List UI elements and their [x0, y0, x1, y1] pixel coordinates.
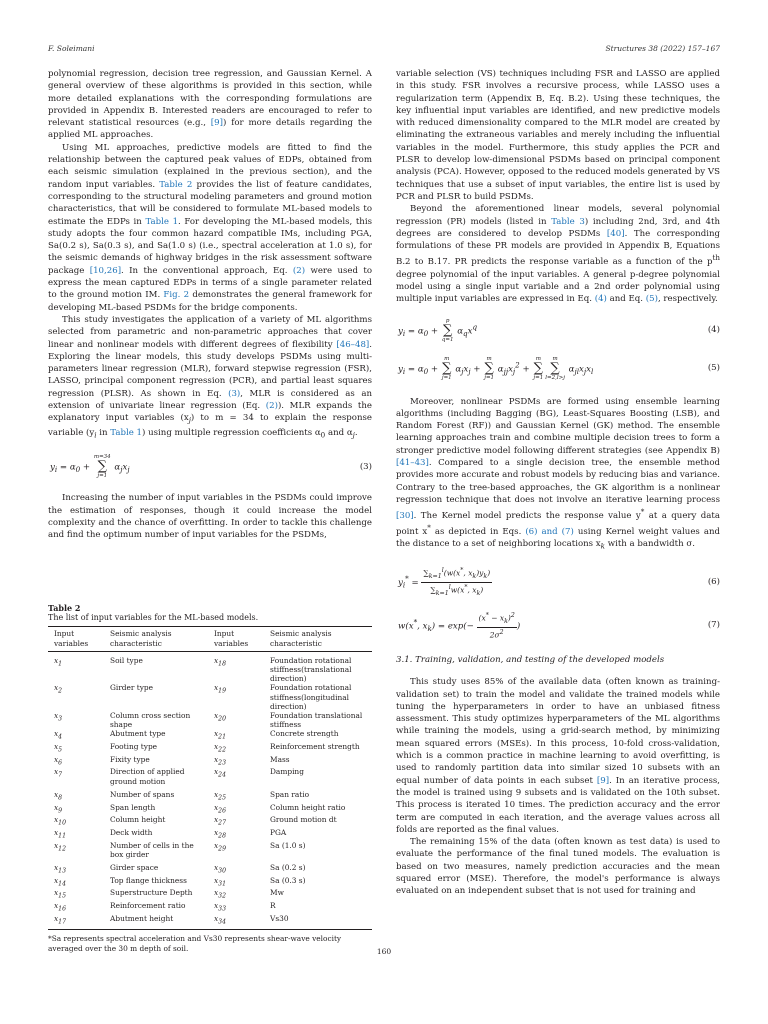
variable-cell: $x_{33}$: [214, 900, 227, 913]
variable-cell: $x_{19}$: [214, 683, 227, 695]
table-row: [48, 841, 372, 859]
characteristic-cell: Number of spans: [110, 789, 175, 799]
table-row: [48, 711, 372, 729]
citation-link[interactable]: [9]: [596, 775, 610, 786]
variable-cell: $x_{32}$: [214, 888, 227, 900]
table-link[interactable]: Table 3: [551, 216, 585, 227]
table-row: [48, 742, 372, 755]
variable-cell: $x_{29}$: [214, 840, 227, 853]
characteristic-cell: Sa (0.3 s): [270, 875, 306, 885]
characteristic-cell: Soil type: [110, 655, 143, 665]
variable-cell: $x_{31}$: [214, 875, 227, 888]
figure-link[interactable]: Fig. 2: [163, 290, 190, 301]
equation-link[interactable]: (4): [594, 294, 607, 305]
equation-4: $y_i = \alpha_0$ + p ∑ q=1 $\alpha_qx^q$ (4): [398, 317, 720, 343]
variable-cell: $x_{15}$: [54, 888, 67, 900]
right-column: [396, 68, 720, 898]
paragraph: polynomial regression, decision tree regression, and Gaussian Kernel. A general overview of these algorithms is provided in this section, while more detailed explanations with the corresponding formulations are provided in Appendix B. Interested readers are encouraged to refer to relevant statistical resources (e.g., [9]) for more details regarding the applied ML approaches.: [48, 69, 372, 141]
citation-link[interactable]: [41–43]: [396, 457, 429, 468]
section-heading: 3.1. Training, validation, and testing of the developed models: [396, 655, 665, 665]
variable-cell: $x_7$: [54, 767, 63, 779]
characteristic-cell: Superstructure Depth: [110, 888, 193, 898]
characteristic-cell: Number of cells in the box girder: [110, 840, 194, 859]
equation-7: w(x*, $x_k) = \exp(-$ $\frac{(x^* - x_k)^2}{2\sigma^2}$ ) (7): [398, 611, 720, 639]
equation-link[interactable]: (3): [228, 388, 241, 399]
characteristic-cell: Column height ratio: [270, 802, 346, 812]
table-row: [48, 683, 372, 711]
variable-cell: $x_{16}$: [54, 900, 67, 913]
variable-cell: $x_{24}$: [214, 767, 227, 779]
table-row: [48, 828, 372, 841]
table-row: [48, 876, 372, 889]
characteristic-cell: Column height: [110, 815, 166, 825]
page-number: 160: [376, 947, 392, 956]
characteristic-cell: Girder space: [110, 862, 159, 872]
citation-link[interactable]: [30]: [396, 511, 414, 522]
paragraph: This study uses 85% of the available data (often known as training-validation set) to train the model and validate the trained models while tuning the hyperparameters in order to have an unbiased fitness assessment. This study optimizes hyperparameters of the ML algorithms while training the models, using a grid-search method, by minimizing mean squared errors (MSEs). In this process, 10-fold cross-validation, which is a common practice in machine learning to avoid overfitting, is used to randomly partition data into similar sized 10 subsets with an equal number of data points in each subset [9]. In an iterative process, the model is trained using 9 subsets and is validated on the 10th subset. This process is iterated 10 times. The prediction accuracy and the error term are computed in each iteration, and the average values across all folds are reported as the final values.: [396, 677, 720, 835]
column-header: Input variables: [208, 627, 264, 651]
paragraph: The remaining 15% of the data (often known as test data) is used to evaluate the performance of the final tuned models. The evaluation is based on two measures, namely prediction accuracies and the mean squared error (MSE). Therefore, the model's performance is always evaluated on an independent subset that is not used for training and: [396, 837, 720, 897]
paragraph: Using ML approaches, predictive models are fitted to find the relationship between the captured peak values of EDPs, obtained from each seismic simulation (explained in the previous section), and the random input variables. Table 2 provides the list of feature candidates, corresponding to the structural modeling parameters and ground motion characteristics, that will be considered to formulate ML-based models to estimate the EDPs in Table 1. For developing the ML-based models, this study adopts the four common hazard compatible IMs, including PGA, Sa(0.2 s), Sa(0.3 s), and Sa(1.0 s) (i.e., spectral acceleration at 1.0 s), for the seismic demands of highway bridges in the risk assessment software package [10,26]. In the conventional approach, Eq. (2) were used to express the mean captured EDPs in terms of a single parameter related to the ground motion IM. Fig. 2 demonstrates the general framework for developing ML-based PSDMs for the bridge components.: [48, 142, 372, 313]
characteristic-cell: Sa (0.2 s): [270, 862, 306, 872]
variable-cell: $x_{17}$: [48, 914, 104, 930]
characteristic-cell: Span length: [110, 802, 156, 812]
variable-cell: $x_{22}$: [214, 742, 227, 754]
characteristic-cell: Concrete strength: [270, 729, 339, 739]
variable-cell: $x_{13}$: [54, 862, 67, 875]
equation-link[interactable]: (6) and (7): [525, 527, 574, 538]
variable-cell: $x_{26}$: [214, 802, 227, 814]
input-variables-table: [48, 626, 372, 930]
table-title: Table 2: [48, 603, 81, 613]
variable-cell: $x_2$: [54, 683, 63, 695]
characteristic-cell: Top flange thickness: [110, 875, 187, 885]
variable-cell: $x_{30}$: [214, 862, 227, 875]
variable-cell: $x_{11}$: [54, 827, 67, 840]
variable-cell: $x_6$: [54, 754, 63, 767]
table-row: [48, 767, 372, 785]
paragraph: Beyond the aforementioned linear models, several polynomial regression (PR) models (listed in Table 3) including 2nd, 3rd, and 4th degrees are considered to develop PSDMs [40]. The corresponding formulations of these PR models are provided in Appendix B, Equations B.2 to B.17. PR predicts the response variable as a function of the $p^{th}$ degree polynomial of the input variables. A general p-degree polynomial model using a single input variable and a 2nd order polynomial using multiple input variables are expressed in Eq. (4) and Eq. (5), respectively.: [396, 204, 721, 305]
characteristic-cell: Ground motion dt: [270, 815, 337, 825]
characteristic-cell: Reinforcement strength: [270, 742, 360, 752]
variable-cell: $x_{27}$: [214, 815, 227, 827]
variable-cell: $x_1$: [54, 655, 63, 668]
characteristic-cell: Mw: [270, 888, 284, 898]
characteristic-cell: Foundation rotational stiffness(translational direction): [270, 655, 352, 684]
equation-link[interactable]: (5): [645, 294, 658, 305]
table-row: [48, 755, 372, 768]
table-link[interactable]: Table 1: [145, 216, 179, 227]
running-header-author: F. Soleimani: [48, 44, 95, 53]
table-2: [48, 604, 372, 954]
paragraph: Increasing the number of input variables in the PSDMs could improve the estimation of responses, though it could increase the model complexity and the chance of overfitting. In order to tackle this challenge and find the optimum number of input variables for the PSDMs,: [48, 493, 372, 541]
paragraph: This study investigates the application of a variety of ML algorithms selected from parametric and non-parametric approaches that cover linear and nonlinear models with different degrees of flexibility [46–48]. Exploring the linear models, this study develops PSDMs using multi-parameters linear regression (MLR), forward stepwise regression (FSR), LASSO, principal component regression (PCR), and partial least squares regression (PLSR). As shown in Eq. (3), MLR is considered as an extension of univariate linear regression (Eq. (2)). MLR expands the explanatory input variables $(x_j)$ to m = 34 to explain the response variable ($y_i$ in Table 1) using multiple regression coefficients $\alpha_0$ and $\alpha_j$.: [48, 314, 372, 441]
running-header-journal: Structures 38 (2022) 157–167: [605, 44, 720, 53]
characteristic-cell: Column cross section shape: [110, 711, 191, 730]
table-caption: The list of input variables for the ML-based models.: [48, 613, 259, 623]
paragraph: variable selection (VS) techniques including FSR and LASSO are applied in this study. FSR involves a recursive process, while LASSO uses a regularization term (Appendix B, Eq. B.2). Using these techniques, the key influential input variables are identified, and new predictive models with reduced dimensionality compared to the MLR model are created by eliminating the extraneous variables and merely including the influential variables in the model. Furthermore, this study applies the PCR and PLSR to develop low-dimensional PSDMs based on principal component analysis (PCA). However, opposed to the reduced models generated by VS techniques that use a subset of input variables, the entire list is used by PCR and PLSR to build PSDMs.: [396, 69, 720, 202]
characteristic-cell: Vs30: [264, 914, 372, 930]
citation-link[interactable]: [10,26]: [89, 265, 122, 276]
equation-link[interactable]: (2): [292, 265, 306, 276]
characteristic-cell: Direction of applied ground motion: [110, 767, 185, 786]
equation-number: (4): [707, 325, 720, 336]
equation-number: (3): [359, 462, 372, 473]
table-row: [48, 888, 372, 901]
characteristic-cell: Girder type: [110, 683, 154, 693]
characteristic-cell: Fixity type: [110, 754, 150, 764]
table-row: [48, 901, 372, 914]
table-row: [48, 815, 372, 828]
variable-cell: $x_9$: [54, 802, 63, 814]
column-header: Seismic analysis characteristic: [104, 627, 208, 651]
variable-cell: $x_{21}$: [214, 729, 227, 741]
characteristic-cell: Mass: [270, 754, 290, 764]
variable-cell: $x_{28}$: [214, 827, 227, 840]
column-header: Input variables: [48, 627, 104, 651]
table-row: [48, 803, 372, 816]
characteristic-cell: Span ratio: [270, 789, 310, 799]
table-row: [48, 651, 372, 683]
equation-number: (5): [707, 363, 720, 374]
characteristic-cell: Deck width: [110, 827, 153, 837]
citation-link[interactable]: [9]: [210, 118, 223, 129]
characteristic-cell: Foundation translational stiffness: [270, 711, 363, 730]
characteristic-cell: Damping: [270, 767, 304, 777]
paragraph: Moreover, nonlinear PSDMs are formed using ensemble learning algorithms (including Bagging (BG), Least-Squares Boosting (LSB), and Random Forest (RF)) and Gaussian Kernel (GK) method. The ensemble learning approaches train and combine multiple decision trees to form a stronger predictive model following different strategies (see Appendix B) [41–43]. Compared to a single decision tree, the ensemble method provides more accurate and robust models by reducing bias and variance. Contrary to the tree-based approaches, the GK algorithm is a nonlinear regression technique that does not involve an iterative learning process [30]. The Kernel model predicts the response value y* at a query data point x* as depicted in Eqs. (6) and (7) using Kernel weight values and the distance to a set of neighboring locations $x_k$ with a bandwidth σ.: [396, 396, 720, 552]
characteristic-cell: Abutment type: [110, 729, 166, 739]
variable-cell: $x_{23}$: [214, 754, 227, 767]
variable-cell: $x_8$: [54, 789, 63, 802]
variable-cell: $x_3$: [54, 711, 63, 723]
characteristic-cell: PGA: [270, 827, 287, 837]
table-row: [48, 859, 372, 876]
table-link[interactable]: Table 2: [159, 179, 193, 190]
characteristic-cell: R: [270, 900, 276, 910]
variable-cell: $x_{12}$: [54, 840, 67, 853]
equation-link[interactable]: (2): [265, 401, 278, 412]
variable-cell: $x_4$: [54, 729, 63, 741]
equation-5: $y_i = \alpha_0$ + m ∑ j=1 $\alpha_jx_j$ + m ∑ j=1 $\alpha_{jj}x_j^2$ + m ∑ j=1 m ∑ l=2,l>j $\alpha_{jl}x_jx_l$ (5): [398, 355, 720, 381]
characteristic-cell: Abutment height: [104, 914, 208, 930]
table-row: [48, 729, 372, 742]
variable-cell: $x_{20}$: [214, 711, 227, 723]
equation-number: (6): [707, 576, 720, 587]
citation-link[interactable]: [46–48]: [336, 339, 370, 350]
column-header: Seismic analysis characteristic: [264, 627, 372, 651]
characteristic-cell: Footing type: [110, 742, 158, 752]
variable-cell: $x_{14}$: [54, 875, 67, 888]
variable-cell: $x_{25}$: [214, 789, 227, 802]
left-column: [48, 68, 372, 542]
equation-number: (7): [707, 620, 720, 631]
equation-6: $y_i^*$ = $\frac{\sum_{k=1}^l(w(x^*, x_k)y_k)}{\sum_{k=1}^lw(x^*, x_k)}$ (6): [398, 566, 720, 597]
characteristic-cell: Foundation rotational stiffness(longitudinal direction): [270, 683, 352, 711]
table-footnote: *Sa represents spectral acceleration and Vs30 represents shear-wave velocity averaged over the 30 m depth of soil.: [48, 934, 342, 954]
variable-cell: $x_{34}$: [208, 914, 264, 930]
variable-cell: $x_{18}$: [214, 655, 227, 668]
variable-cell: $x_{10}$: [54, 815, 67, 827]
table-row: [48, 914, 372, 930]
variable-cell: $x_5$: [54, 742, 63, 754]
characteristic-cell: Reinforcement ratio: [110, 900, 186, 910]
table-row: [48, 786, 372, 803]
characteristic-cell: Sa (1.0 s): [270, 840, 306, 850]
table-link[interactable]: Table 1: [110, 428, 143, 439]
citation-link[interactable]: [40]: [606, 228, 625, 239]
equation-3: $y_i = \alpha_0$ + m=34 ∑ j=1 $\alpha_jx_j$ (3): [50, 454, 372, 480]
